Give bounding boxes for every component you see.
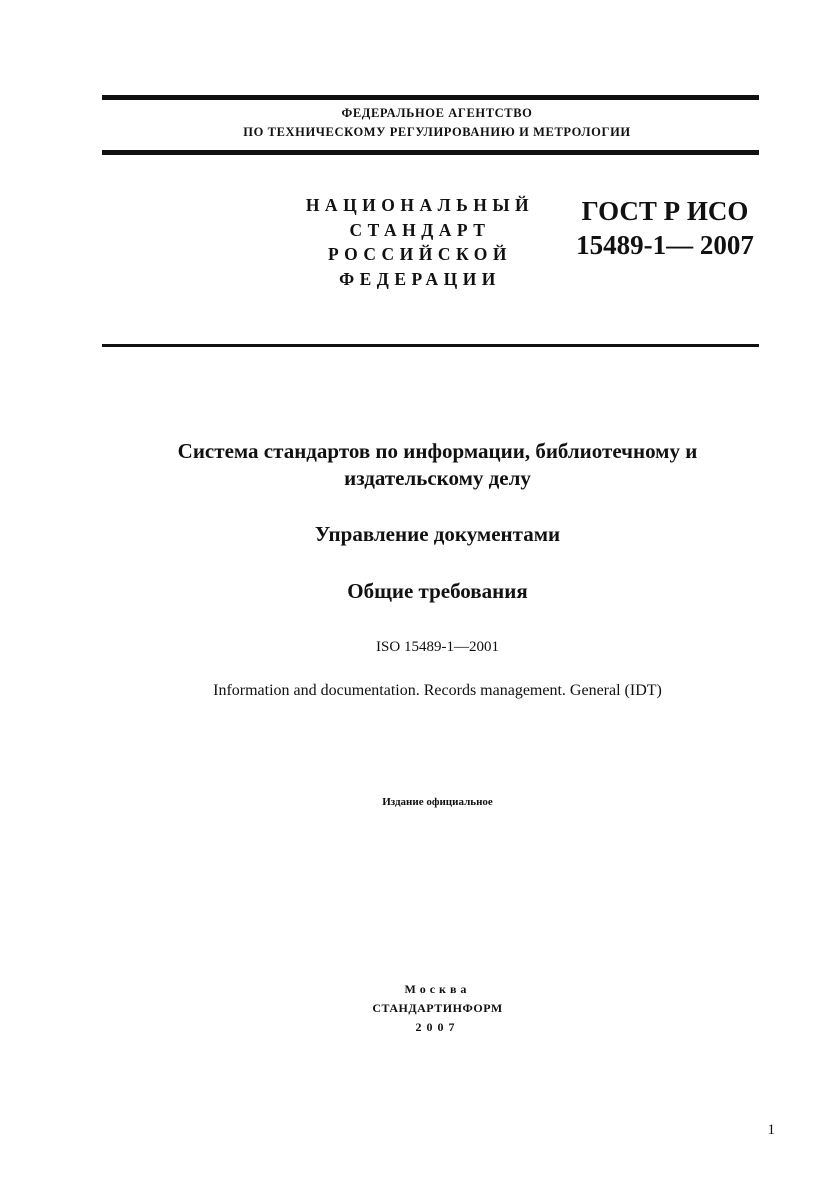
agency-bottom-rule — [102, 150, 759, 155]
iso-reference: ISO 15489-1—2001 — [376, 639, 499, 655]
english-title: Information and documentation. Records management. General (IDT) — [213, 682, 662, 699]
subtitle-general-requirements: Общие требования — [347, 579, 528, 603]
imprint-city: Москва — [404, 982, 471, 996]
top-rule — [102, 95, 759, 100]
standard-type-line-2: СТАНДАРТ — [349, 219, 491, 240]
agency-line-2: ПО ТЕХНИЧЕСКОМУ РЕГУЛИРОВАНИЮ И МЕТРОЛОГИИ — [243, 125, 631, 139]
title-line-1: Система стандартов по информации, библиотечному и — [177, 439, 698, 463]
imprint-publisher: СТАНДАРТИНФОРМ — [372, 1001, 503, 1015]
document-title — [120, 438, 755, 492]
standard-type-line-1: НАЦИОНАЛЬНЫЙ — [305, 195, 535, 215]
agency-line-1: ФЕДЕРАЛЬНОЕ АГЕНТСТВО — [341, 106, 533, 120]
edition-label: Издание официальное — [382, 796, 493, 808]
standard-type — [285, 193, 555, 291]
page-number: 1 — [767, 1122, 775, 1138]
designation-line-2: 15489-1— 2007 — [576, 230, 754, 260]
agency-header — [102, 104, 772, 142]
subtitle-records-management: Управление документами — [314, 522, 561, 546]
header-divider — [102, 344, 759, 347]
standard-type-line-3: РОССИЙСКОЙ — [327, 244, 513, 264]
standard-designation — [565, 194, 765, 262]
designation-line-1: ГОСТ Р ИСО — [581, 196, 749, 226]
title-line-2: издательскому делу — [344, 466, 531, 490]
imprint-year: 2007 — [415, 1020, 460, 1034]
standard-type-line-4: ФЕДЕРАЦИИ — [339, 268, 501, 289]
